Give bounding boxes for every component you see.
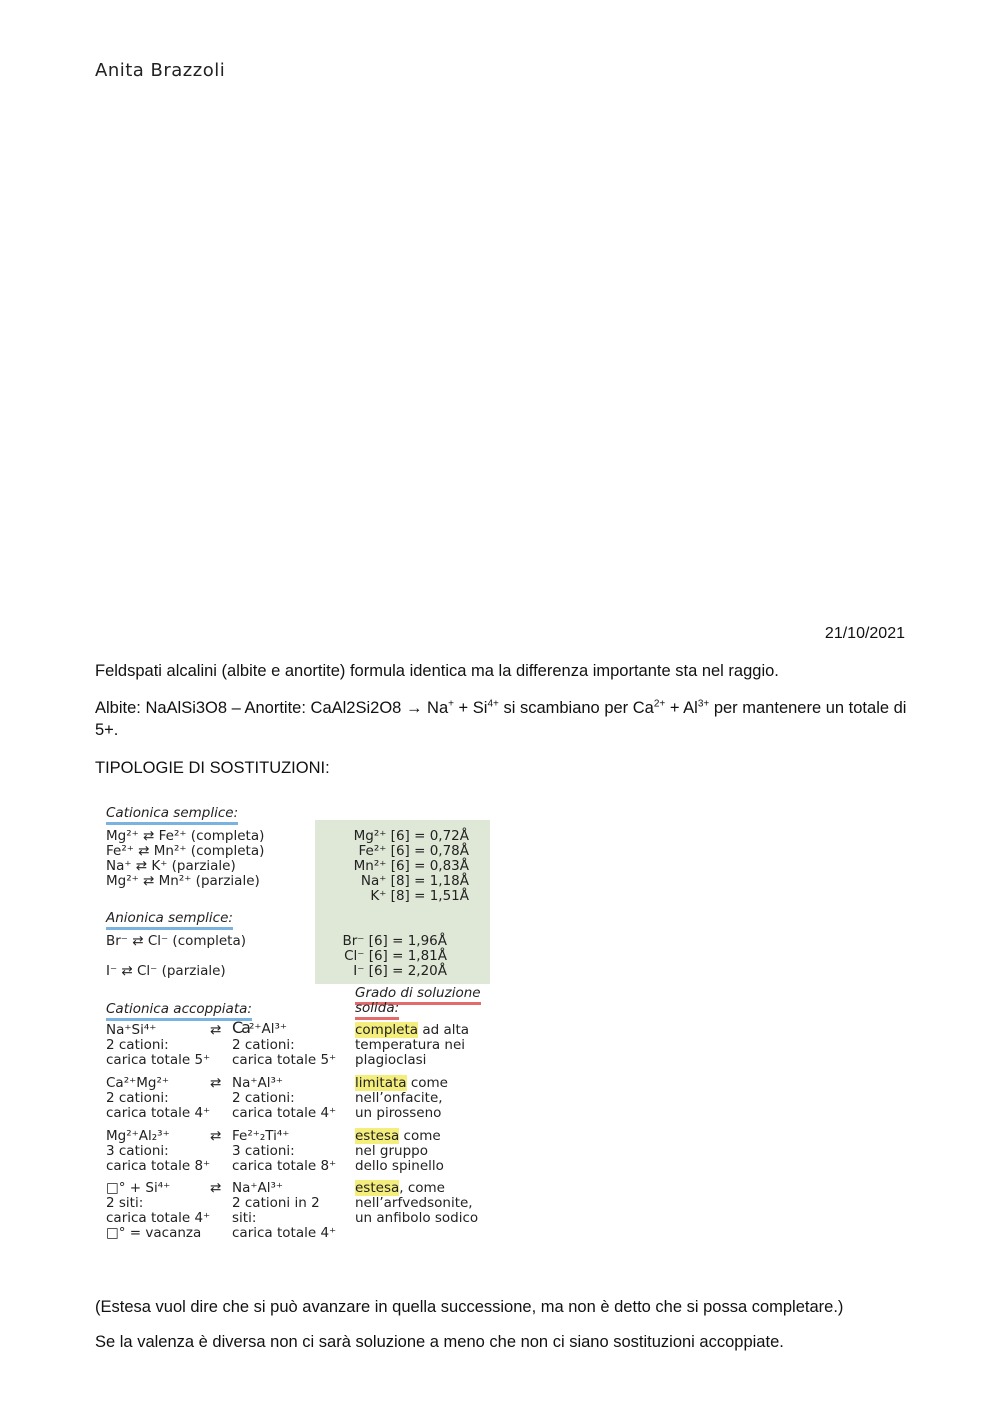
cationic-simple-1: Mg²⁺ ⇄ Fe²⁺ (completa) [106,828,265,844]
document-date: 21/10/2021 [824,625,905,642]
formula-text: Albite: NaAlSi3O8 – Anortite: CaAl2Si2O8 [95,699,402,717]
coupled-row-3-grade-rest: nel gruppo dello spinello [355,1143,444,1174]
ion-ca-charge: 2+ [653,698,666,710]
grade-after: come [399,1128,441,1144]
radius-k: K⁺ [8] = 1,51Å [370,888,469,904]
coupled-row-4-right-top: Na⁺Al³⁺ [232,1180,284,1196]
cationic-simple-4: Mg²⁺ ⇄ Mn²⁺ (parziale) [106,873,260,889]
ion-si: + Si [453,699,488,717]
coupled-row-1-right-ions: ²⁺Al³⁺ [248,1021,288,1037]
grade-highlight: estesa [355,1128,400,1144]
heading-grade: Grado di soluzione solida: [355,985,481,1020]
radius-na: Na⁺ [8] = 1,18Å [360,873,469,889]
coupled-row-2-right-top: Na⁺Al³⁺ [232,1075,284,1091]
coupled-row-4-grade [355,1181,445,1196]
cationic-simple-3: Na⁺ ⇄ K⁺ (parziale) [106,858,236,874]
paragraph-feldspars: Feldspati alcalini (albite e anortite) formula identica ma la differenza importante sta nel raggio. [95,662,779,680]
coupled-row-3-right: 3 cationi: carica totale 8⁺ [232,1143,337,1174]
grade-highlight: completa [355,1022,419,1038]
grade-highlight: estesa [355,1180,400,1196]
grade-after: , come [399,1180,445,1196]
exchange-arrow-icon: ⇄ [210,1075,222,1091]
coupled-row-1-right-top [232,1020,287,1037]
cationic-simple-2: Fe²⁺ ⇄ Mn²⁺ (completa) [106,843,265,859]
coupled-row-1-left: Na⁺Si⁴⁺ 2 cationi: carica totale 5⁺ [106,1022,211,1068]
coupled-row-2-right: 2 cationi: carica totale 4⁺ [232,1090,337,1121]
anionic-simple-1: Br⁻ ⇄ Cl⁻ (completa) [106,933,246,949]
ion-na: Na [427,699,449,717]
coupled-row-4-grade-rest: nell’arfvedsonite, un anfibolo sodico [355,1195,479,1226]
coupled-row-2-left: Ca²⁺Mg²⁺ 2 cationi: carica totale 4⁺ [106,1075,211,1121]
exchange-arrow-icon: ⇄ [210,1022,222,1038]
coupled-row-3-right-top: Fe²⁺₂Ti⁴⁺ [232,1128,290,1144]
radius-mn: Mn²⁺ [6] = 0,83Å [353,858,469,874]
exchange-arrow-icon: ⇄ [210,1128,222,1144]
radius-fe: Fe²⁺ [6] = 0,78Å [358,843,469,859]
heading-cationic-simple: Cationica semplice: [106,805,238,825]
ion-al: + Al [665,699,698,717]
ion-na-charge: + [448,698,454,710]
paragraph-albite-anortite [95,697,910,741]
radius-br: Br⁻ [6] = 1,96Å [342,933,447,949]
paragraph-valence-note: Se la valenza è diversa non ci sarà soluzione a meno che non ci siano sostituzioni accoppiate. [95,1333,784,1351]
paragraph-estesa-note: (Estesa vuol dire che si può avanzare in quella successione, ma non è detto che si possa completare.) [95,1298,844,1316]
coupled-row-2-grade-rest: nell’onfacite, un pirosseno [355,1090,443,1121]
coupled-row-1-grade [355,1023,469,1038]
exchange-arrow-icon: ⇄ [210,1180,222,1196]
substitution-types-figure [100,800,500,1250]
ion-si-charge: 4+ [487,698,499,710]
total-charge-text: per mantenere un totale di 5+. [95,699,907,739]
coupled-row-1-grade-rest: temperatura nei plagioclasi [355,1037,466,1068]
coupled-row-1-ca: Ca [232,1018,249,1037]
coupled-row-2-grade [355,1076,448,1091]
grade-after: ad alta [418,1022,470,1038]
radius-cl: Cl⁻ [6] = 1,81Å [344,948,447,964]
coupled-row-4-right: 2 cationi in 2 siti: carica totale 4⁺ [232,1195,337,1241]
grade-highlight: limitata [355,1075,407,1091]
heading-cationic-coupled: Cationica accoppiata: [106,1001,252,1021]
exchange-text: si scambiano per Ca [498,699,654,717]
author-name: Anita Brazzoli [95,60,226,81]
coupled-row-3-left: Mg²⁺Al₂³⁺ 3 cationi: carica totale 8⁺ [106,1128,211,1174]
section-heading-substitutions: TIPOLOGIE DI SOSTITUZIONI: [95,759,330,777]
radius-mg: Mg²⁺ [6] = 0,72Å [353,828,469,844]
arrow-right-icon: → [405,699,423,717]
coupled-row-1-right: 2 cationi: carica totale 5⁺ [232,1037,337,1068]
heading-anionic-simple: Anionica semplice: [106,910,233,930]
coupled-row-4-left: □° + Si⁴⁺ 2 siti: carica totale 4⁺ □° = vacanza [106,1180,211,1241]
grade-after: come [406,1075,448,1091]
radius-i: I⁻ [6] = 2,20Å [353,963,447,979]
coupled-row-3-grade [355,1129,441,1144]
anionic-simple-2: I⁻ ⇄ Cl⁻ (parziale) [106,963,226,979]
ion-al-charge: 3+ [697,698,710,710]
